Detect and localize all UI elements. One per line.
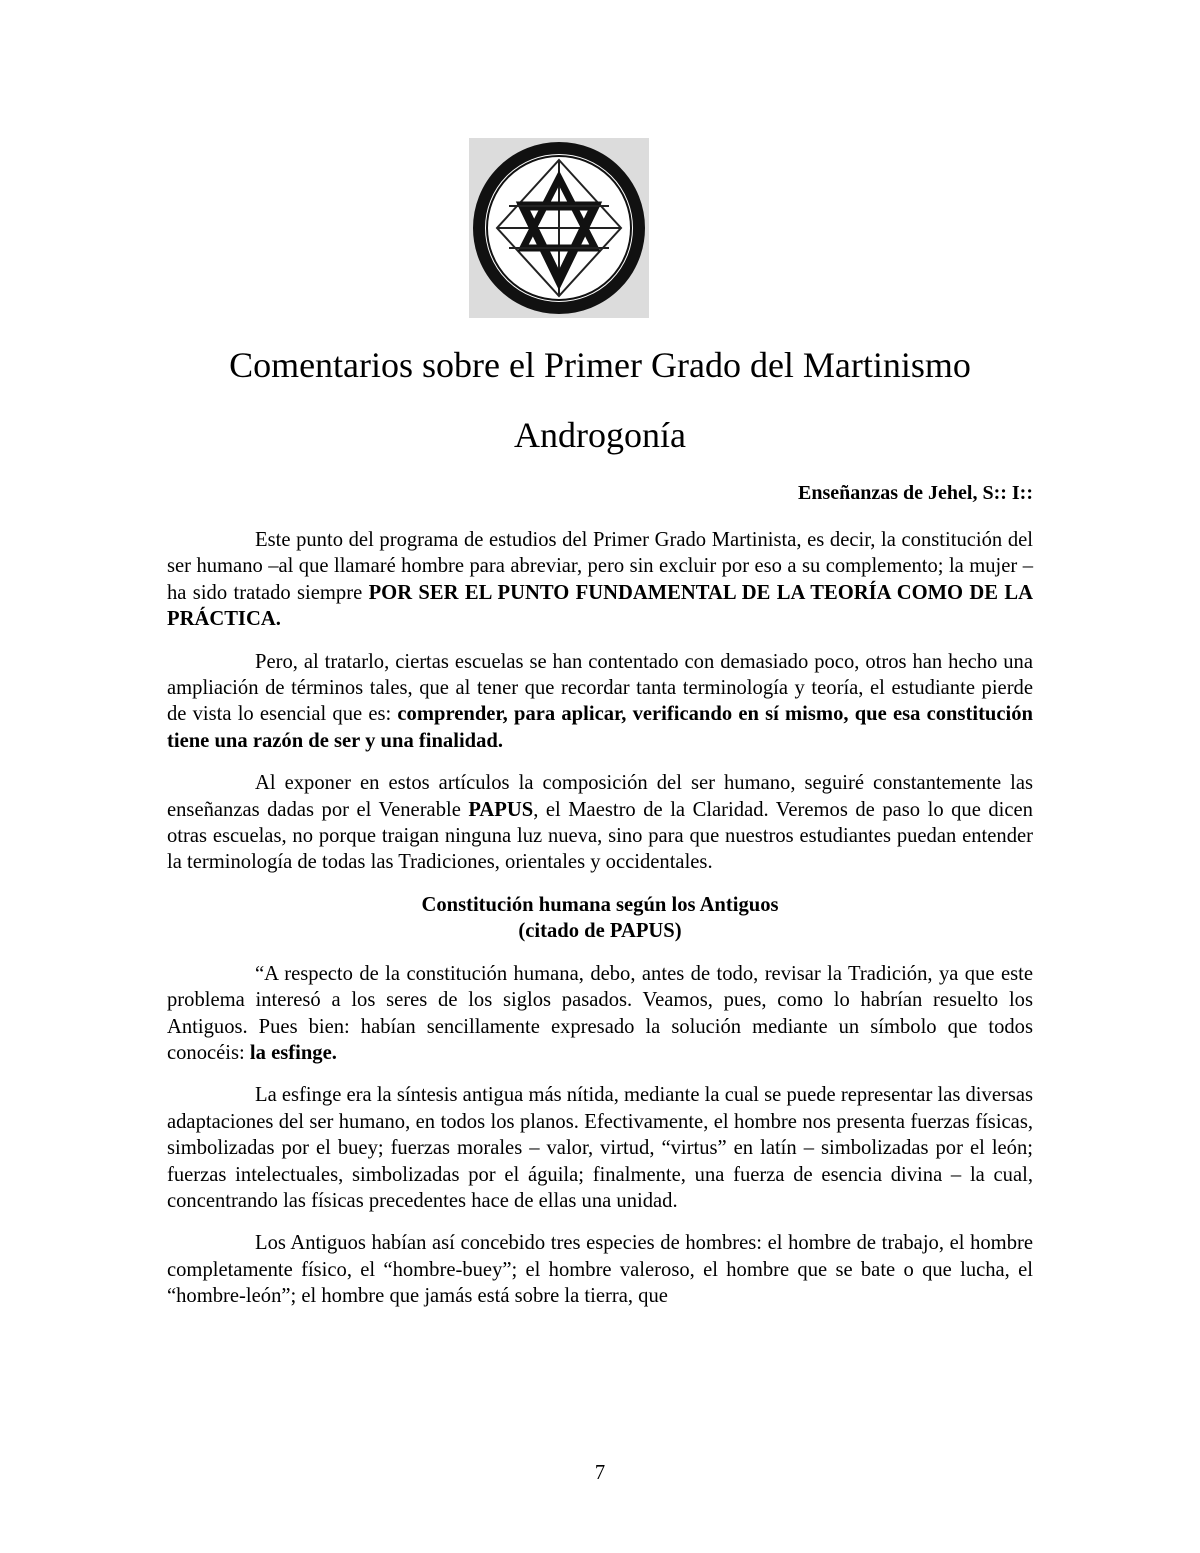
section-heading: Constitución humana según los Antiguos (citado de PAPUS) [421, 893, 779, 943]
page-number: 7 [594, 1462, 606, 1484]
paragraph-4: “A respecto de la constitución humana, debo, antes de todo, revisar la Tradición, ya que este problema interesó a los seres de los siglos pasados. Veamos, pues, como lo habrían resuelto los Antiguos. Pues bien: habían sencillamente expresado la solución mediante un símbolo que todos conocéis: la esfinge. [167, 962, 1033, 1064]
author-line: Enseñanzas de Jehel, S:: I:: [797, 482, 1033, 504]
circle-hexagram-emblem-icon [469, 138, 649, 318]
emblem-image [469, 138, 649, 318]
page-title: Comentarios sobre el Primer Grado del Martinismo [229, 345, 971, 385]
paragraph-5: La esfinge era la síntesis antigua más nítida, mediante la cual se puede representar las diversas adaptaciones del ser humano, en todos los planos. Efectivamente, el hombre nos presenta fuerzas físicas, simbolizadas por el buey; fuerzas morales – valor, virtud, “virtus” en latín – simbolizadas por el león; fuerzas intelectuales, simbolizadas por el águila; finalmente, una fuerza de esencia divina – la cual, concentrando las físicas precedentes hace de ellas una unidad. [167, 1084, 1033, 1212]
body-text [167, 527, 1033, 1310]
paragraph-6: Los Antiguos habían así concebido tres especies de hombres: el hombre de trabajo, el hombre completamente físico, el “hombre-buey”; el hombre valeroso, el hombre que se bate o que lucha, el “hombre-león”; el hombre que jamás está sobre la tierra, que [167, 1232, 1033, 1308]
paragraph-2: Pero, al tratarlo, ciertas escuelas se han contentado con demasiado poco, otros han hecho una ampliación de términos tales, que al tener que recordar tanta terminología y teoría, el estudiante pierde de vista lo esencial que es: comprender, para aplicar, verificando en sí mismo, que esa constitución tiene una razón de ser y una finalidad. [167, 650, 1033, 752]
paragraph-3: Al exponer en estos artículos la composición del ser humano, seguiré constantemente las enseñanzas dadas por el Venerable PAPUS, el Maestro de la Claridad. Veremos de paso lo que dicen otras escuelas, no porque traigan ninguna luz nueva, sino para que nuestros estudiantes puedan entender la terminología de todas las Tradiciones, orientales y occidentales. [167, 772, 1033, 874]
page-subtitle: Androgonía [514, 415, 686, 455]
paragraph-1: Este punto del programa de estudios del Primer Grado Martinista, es decir, la constitución del ser humano –al que llamaré hombre para abreviar, pero sin excluir por eso a su complemento; la mujer – ha sido tratado siempre POR SER EL PUNTO FUNDAMENTAL DE LA TEORÍA COMO DE LA PRÁCTICA. [167, 529, 1033, 631]
